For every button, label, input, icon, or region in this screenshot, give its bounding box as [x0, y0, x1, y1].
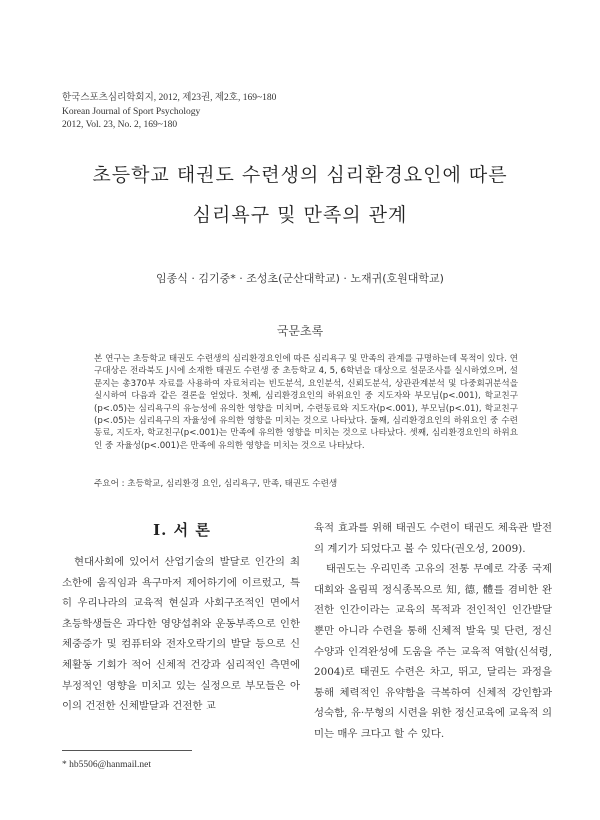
- left-column-paragraph: 현대사회에 있어서 산업기술의 발달로 인간의 최소한에 움직임과 욕구마저 제어하기에 이르렀고, 특히 우리나라의 교육적 현실과 사회구조적인 면에서 초등학생들은 과다한 영양섭취와 운동부족으로 인한 체중증가 및 컴퓨터와 전자오락기의 발달 등으로 신체활동 기회가 적어 신체적 건강과 심리적인 측면에 부정적인 영향을 미치고 있는 실정으로 부모들은 아이의 건전한 신체발달과 건전한 교: [62, 556, 300, 713]
- right-column: [314, 518, 552, 745]
- footnote-divider: [62, 750, 192, 751]
- right-column-paragraph-2: 태권도는 우리민족 고유의 전통 무예로 각종 국제대회와 올림픽 정식종목으로 知, 德, 體를 겸비한 완전한 인간이라는 교육의 목적과 전인적인 인간발달 뿐만 아니라 수련을 통해 신체적 발육 및 단련, 정신수양과 인격완성에 도움을 주는 교육적 역할(신석령, 2004)로 태권도 수련은 차고, 뛰고, 달리는 과정을 통해 체력적인 유약함을 극복하여 신체적 강인함과 성숙함, 유·무형의 시련을 위한 정신교육에 교육적 의미는 매우 크다고 할 수 있다.: [314, 563, 552, 740]
- journal-line-korean: 한국스포츠심리학회지, 2012, 제23권, 제2호, 169~180: [62, 93, 277, 103]
- author-list: 임종식 · 김기중* · 조성초(군산대학교) · 노재귀(호원대학교): [156, 272, 444, 285]
- left-column: [62, 552, 300, 717]
- paper-title-line2: 심리욕구 및 만족의 관계: [192, 204, 408, 226]
- journal-line-english: Korean Journal of Sport Psychology: [62, 106, 201, 117]
- paper-title-line1: 초등학교 태권도 수련생의 심리환경요인에 따른: [92, 164, 508, 186]
- right-column-paragraph-1: 육적 효과를 위해 태권도 수련이 태권도 체육관 발전의 계기가 되었다고 볼 수 있다(권오성, 2009).: [314, 522, 552, 555]
- journal-line-volume: 2012, Vol. 23, No. 2, 169~180: [62, 120, 178, 130]
- journal-info: [62, 92, 276, 133]
- footnote-email: * hb5506@hanmail.net: [62, 760, 151, 770]
- abstract-heading: 국문초록: [276, 324, 324, 338]
- section-title-introduction: I. 서 론: [153, 521, 211, 539]
- keywords: 주요어 : 초등학교, 심리환경 요인, 심리욕구, 만족, 태권도 수련생: [94, 479, 338, 489]
- abstract-text: 본 연구는 초등학교 태권도 수련생의 심리환경요인에 따른 심리욕구 및 만족의 관계를 규명하는데 목적이 있다. 연구대상은 전라북도 J시에 소재한 태권도 수련생 중 초등학교 4, 5, 6학년을 대상으로 설문조사를 실시하였으며, 설문지는 총370부 자료를 사용하여 자료처리는 빈도분석, 요인분석, 신뢰도분석, 상관관계분석 및 다중회귀분석을 실시하여 다음과 같은 결론을 얻었다. 첫째, 심리환경요인의 하위요인 중 지도자와 부모님(p<.001), 학교친구(p<.05)는 심리욕구의 유능성에 유의한 영향을 미치며, 수련동료와 지도자(p<.001), 부모님(p<.01), 학교친구(p<.05)는 심리욕구의 자율성에 유의한 영향을 미치는 것으로 나타났다. 둘째, 심리환경요인의 하위요인 중 수련동료, 지도자, 학교친구(p<.001)는 만족에 유의한 영향을 미치는 것으로 나타났다. 셋째, 심리환경요인의 하위요인 중 자율성(p<.001)은 만족에 유의한 영향을 미치는 것으로 나타났다.: [94, 354, 518, 451]
